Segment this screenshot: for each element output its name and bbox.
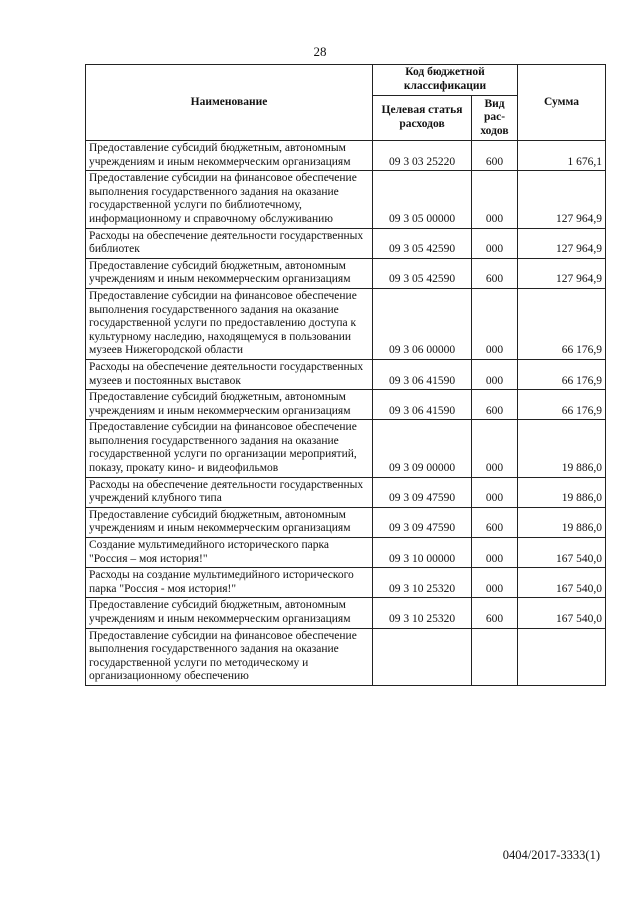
table-row	[86, 628, 606, 685]
cell-code: 09 3 10 25320	[373, 598, 472, 628]
table-row	[86, 359, 606, 389]
cell-type: 000	[472, 359, 518, 389]
document-id: 0404/2017-3333(1)	[502, 848, 600, 862]
cell-name: Предоставление субсидии на финансовое обеспечение выполнения государственного задания на оказание государственной услуги по методическому и организационному обеспечению	[86, 628, 373, 685]
cell-name: Предоставление субсидии на финансовое обеспечение выполнения государственного задания на оказание государственной услуги по предоставлению доступа к культурному наследию, находящемуся в пользовании музеев Нижегородской области	[86, 288, 373, 359]
table-row	[86, 171, 606, 228]
cell-type: 000	[472, 228, 518, 258]
cell-sum: 127 964,9	[518, 258, 606, 288]
table-header-row	[86, 65, 606, 96]
cell-code: 09 3 09 47590	[373, 477, 472, 507]
cell-name: Создание мультимедийного исторического парка "Россия – моя история!"	[86, 538, 373, 568]
cell-name: Предоставление субсидий бюджетным, автономным учреждениям и иным некоммерческим организациям	[86, 598, 373, 628]
header-target: Целевая статья расходов	[373, 96, 472, 141]
cell-type: 600	[472, 141, 518, 171]
cell-sum: 127 964,9	[518, 228, 606, 258]
cell-type: 000	[472, 477, 518, 507]
table-row	[86, 141, 606, 171]
cell-sum: 167 540,0	[518, 568, 606, 598]
budget-table	[85, 64, 606, 686]
table-row	[86, 538, 606, 568]
cell-sum	[518, 628, 606, 685]
table-row	[86, 598, 606, 628]
cell-name: Предоставление субсидий бюджетным, автономным учреждениям и иным некоммерческим организациям	[86, 258, 373, 288]
cell-name: Предоставление субсидий бюджетным, автономным учреждениям и иным некоммерческим организациям	[86, 141, 373, 171]
table-row	[86, 228, 606, 258]
cell-type: 600	[472, 598, 518, 628]
page-number: 28	[313, 44, 327, 59]
cell-name: Предоставление субсидии на финансовое обеспечение выполнения государственного задания на оказание государственной услуги по библиотечному, информационному и справочному обслуживанию	[86, 171, 373, 228]
cell-code: 09 3 06 41590	[373, 390, 472, 420]
table-row	[86, 507, 606, 537]
cell-type: 600	[472, 258, 518, 288]
cell-type: 000	[472, 171, 518, 228]
cell-sum: 127 964,9	[518, 171, 606, 228]
cell-type: 000	[472, 288, 518, 359]
cell-sum: 167 540,0	[518, 538, 606, 568]
cell-code: 09 3 10 00000	[373, 538, 472, 568]
cell-code: 09 3 09 00000	[373, 420, 472, 477]
cell-sum: 167 540,0	[518, 598, 606, 628]
cell-name: Предоставление субсидии на финансовое обеспечение выполнения государственного задания на оказание государственной услуги по организации мероприятий, показу, прокату кино- и видеофильмов	[86, 420, 373, 477]
cell-name: Расходы на создание мультимедийного исторического парка "Россия - моя история!"	[86, 568, 373, 598]
cell-name: Расходы на обеспечение деятельности государственных музеев и постоянных выставок	[86, 359, 373, 389]
table-row	[86, 568, 606, 598]
cell-type: 000	[472, 568, 518, 598]
cell-sum: 19 886,0	[518, 420, 606, 477]
table-row	[86, 390, 606, 420]
cell-code: 09 3 06 00000	[373, 288, 472, 359]
header-code-group: Код бюджетной классификации	[373, 65, 518, 96]
cell-code: 09 3 05 42590	[373, 258, 472, 288]
cell-sum: 66 176,9	[518, 288, 606, 359]
cell-name: Расходы на обеспечение деятельности государственных библиотек	[86, 228, 373, 258]
header-name: Наименование	[86, 65, 373, 141]
cell-code: 09 3 09 47590	[373, 507, 472, 537]
cell-type: 000	[472, 538, 518, 568]
cell-code: 09 3 05 42590	[373, 228, 472, 258]
cell-sum: 19 886,0	[518, 477, 606, 507]
cell-name: Расходы на обеспечение деятельности государственных учреждений клубного типа	[86, 477, 373, 507]
cell-sum: 1 676,1	[518, 141, 606, 171]
cell-sum: 19 886,0	[518, 507, 606, 537]
cell-name: Предоставление субсидий бюджетным, автономным учреждениям и иным некоммерческим организациям	[86, 507, 373, 537]
cell-name: Предоставление субсидий бюджетным, автономным учреждениям и иным некоммерческим организациям	[86, 390, 373, 420]
table-row	[86, 420, 606, 477]
cell-code: 09 3 06 41590	[373, 359, 472, 389]
cell-type: 000	[472, 420, 518, 477]
cell-code: 09 3 10 25320	[373, 568, 472, 598]
table-row	[86, 477, 606, 507]
cell-type: 600	[472, 390, 518, 420]
cell-code: 09 3 05 00000	[373, 171, 472, 228]
cell-code	[373, 628, 472, 685]
cell-sum: 66 176,9	[518, 390, 606, 420]
table-row	[86, 258, 606, 288]
cell-sum: 66 176,9	[518, 359, 606, 389]
cell-type: 600	[472, 507, 518, 537]
cell-type	[472, 628, 518, 685]
header-type: Вид рас- ходов	[472, 96, 518, 141]
cell-code: 09 3 03 25220	[373, 141, 472, 171]
table-row	[86, 288, 606, 359]
header-sum: Сумма	[518, 65, 606, 141]
